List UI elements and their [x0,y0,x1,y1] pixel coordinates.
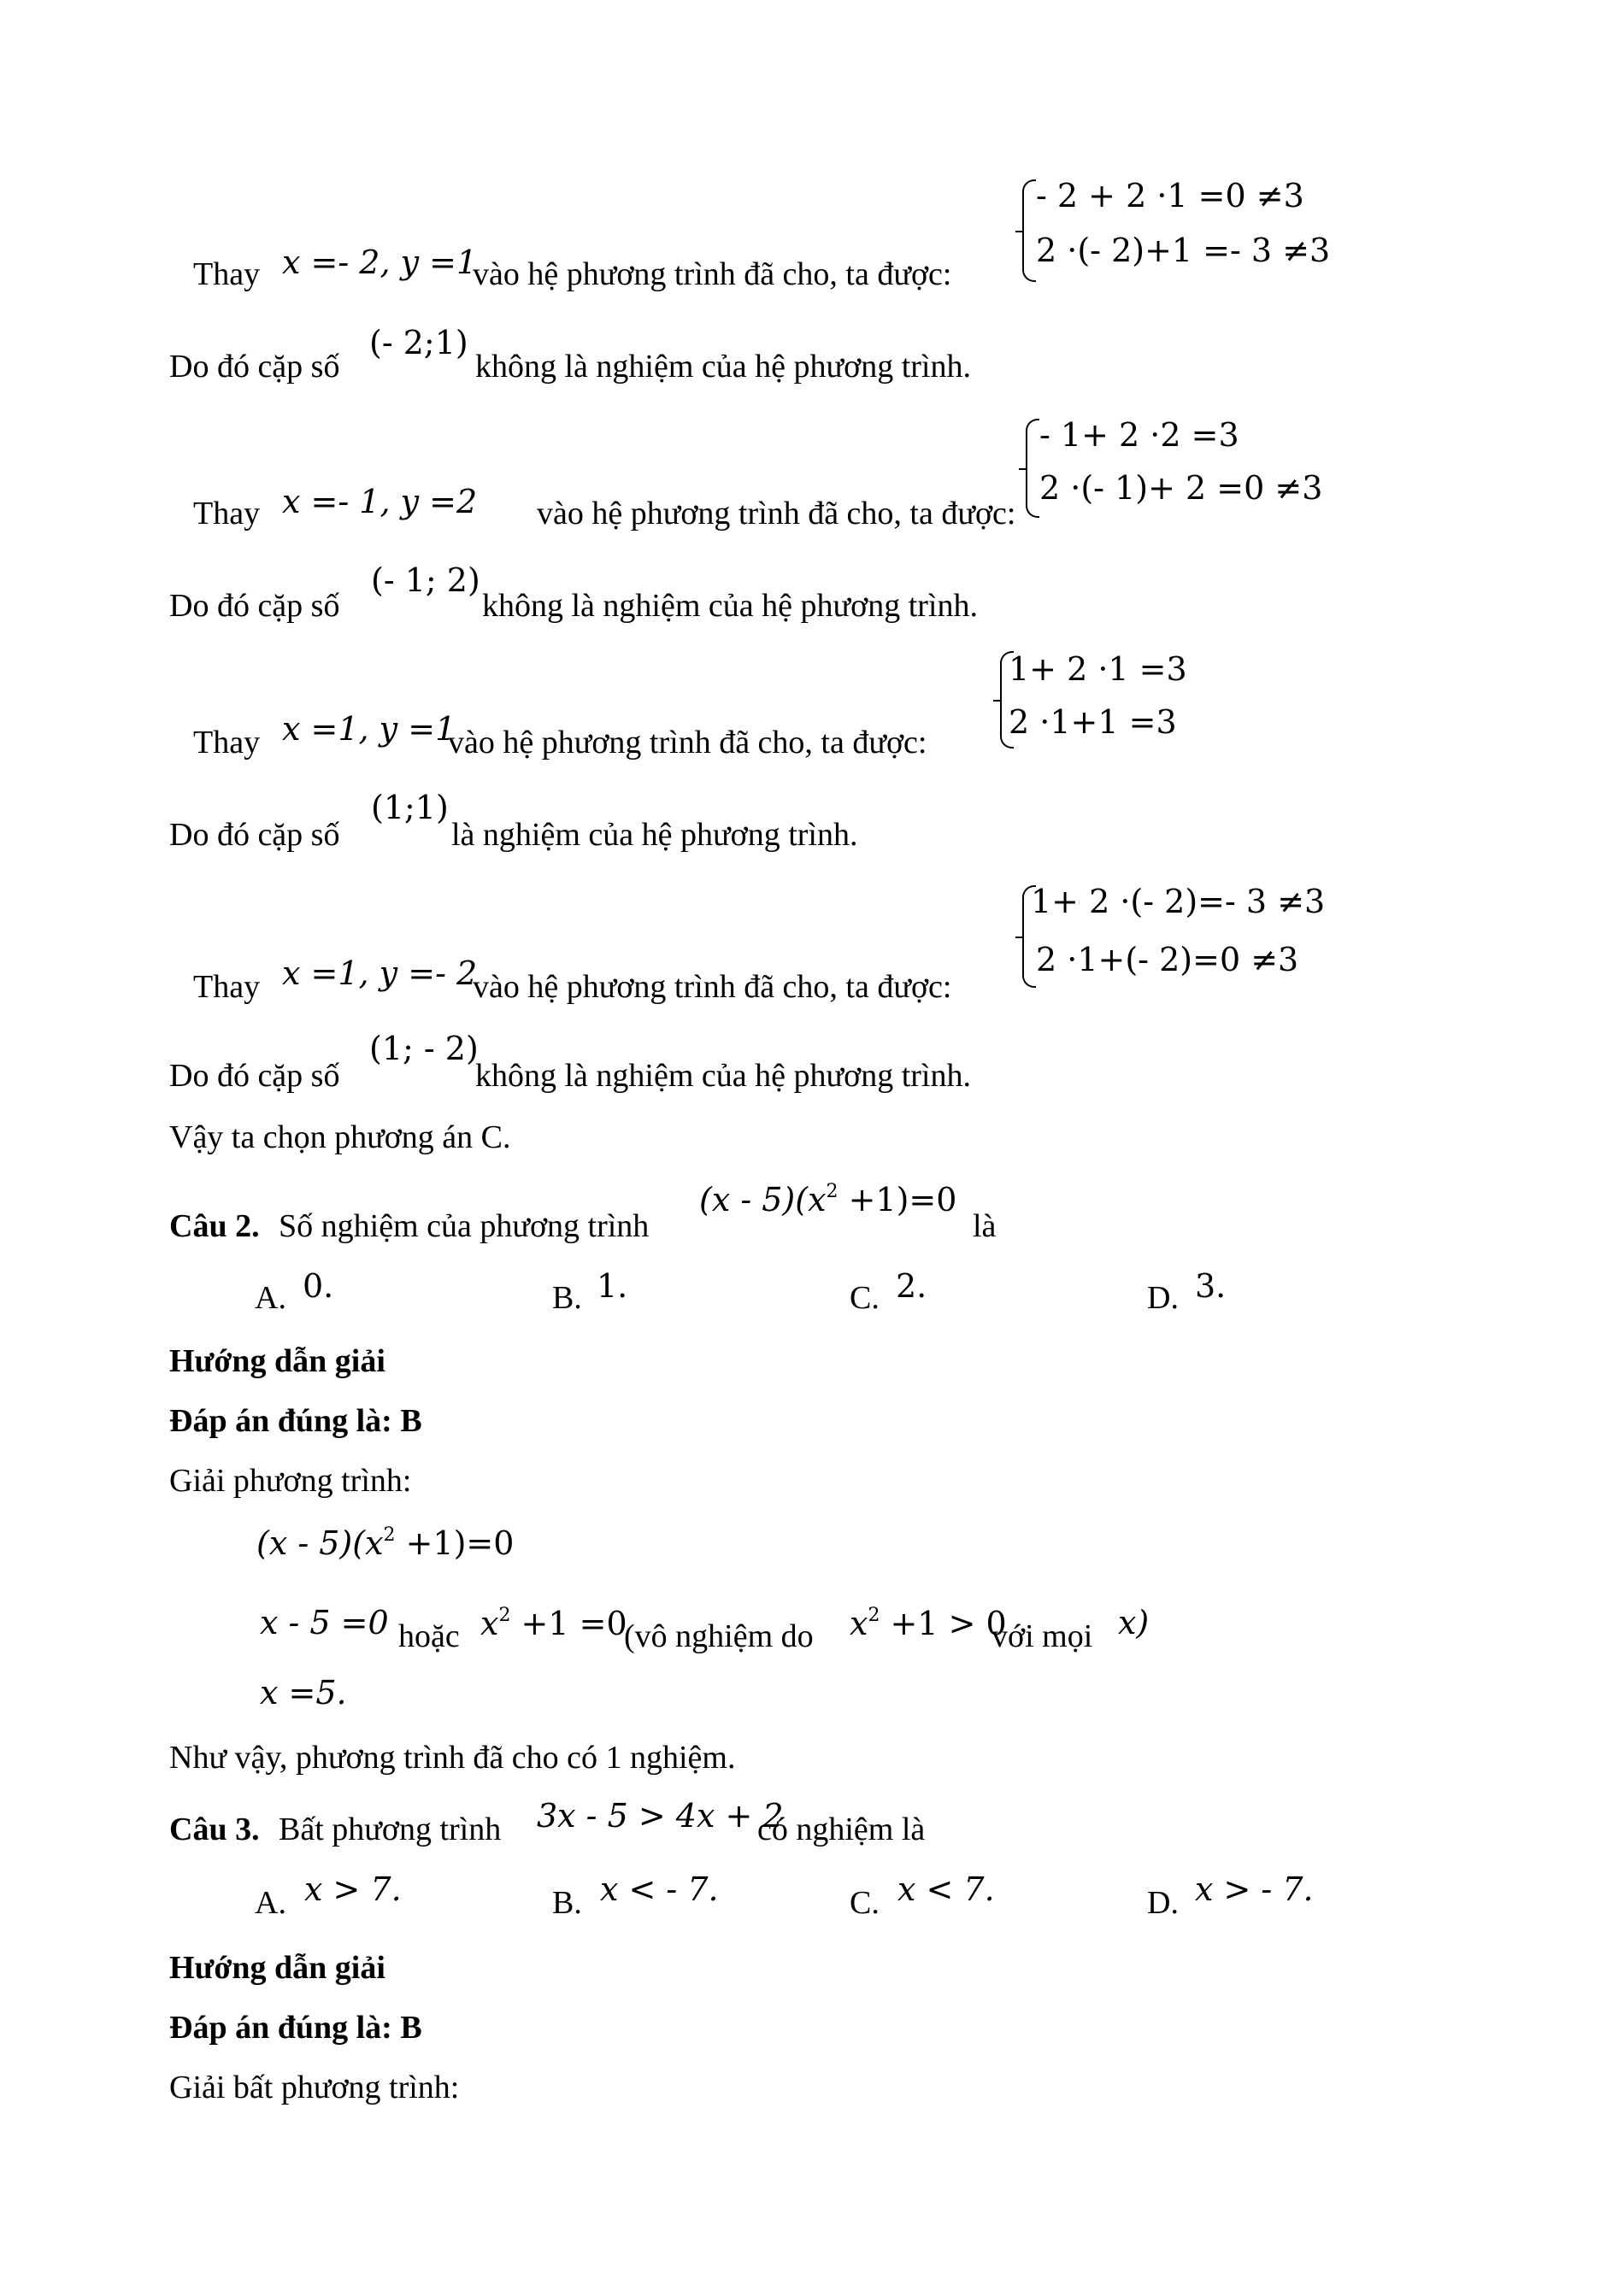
q2-step-2-mid: $x^2 +1 =0$ [480,1605,627,1642]
q3-option-d-value: x > - 7. [1195,1870,1314,1908]
q3-answer: Đáp án đúng là: B [169,2010,422,2046]
q2-step-2-left: x - 5 =0 [260,1604,389,1641]
system-brace [1026,419,1039,518]
system-eq-2: 2 ·1+(- 2)=0 ≠3 [1036,941,1299,978]
values: x =1, y =- 2 [282,954,478,992]
q3-option-c-value: x < 7. [897,1870,995,1908]
q2-step-2-ineq: $x^2 +1 > 0$ [850,1605,1007,1642]
pair: (1; - 2) [369,1030,479,1067]
q2-step-2-x: x) [1118,1604,1150,1641]
q2-step-2-paren: (vô nghiệm do [624,1618,814,1654]
sentence: vào hệ phương trình đã cho, ta được: [537,496,1016,531]
q2-option-b-value: 1. [597,1267,628,1305]
pair: (1;1) [371,789,449,826]
q3-option-c-letter: C. [850,1885,880,1921]
conclusion-post: không là nghiệm của hệ phương trình. [475,349,971,385]
system-brace [1022,179,1036,282]
system-eq-2: 2 ·1+1 =3 [1009,703,1177,741]
q2-step-2-hoac: hoặc [398,1618,460,1654]
q3-guide-heading: Hướng dẫn giải [169,1950,385,1986]
q2-text-after: là [973,1208,997,1244]
q3-option-a-letter: A. [255,1885,286,1921]
q3-option-b-letter: B. [552,1885,582,1921]
values: x =- 1, y =2 [282,483,478,520]
conclusion-pre: Do đó cặp số [169,588,340,624]
q1-conclusion: Vậy ta chọn phương án C. [169,1119,511,1155]
pair: (- 2;1) [369,324,468,361]
q2-option-a-letter: A. [255,1280,286,1316]
q3-option-d-letter: D. [1147,1885,1179,1921]
conclusion-post: là nghiệm của hệ phương trình. [451,817,858,853]
q2-step-3: x =5. [260,1674,347,1712]
q2-step-2-voimoi: với mọi [991,1618,1093,1654]
q3-text-after: có nghiệm là [757,1812,926,1847]
q2-answer: Đáp án đúng là: B [169,1403,422,1439]
conclusion-post: không là nghiệm của hệ phương trình. [475,1058,971,1094]
q3-option-b-value: x < - 7. [600,1870,719,1908]
q2-option-a-value: 0. [303,1267,334,1305]
q2-option-d-letter: D. [1147,1280,1179,1316]
thay-label: Thay [193,969,261,1005]
q2-label: Câu 2. [169,1208,260,1244]
conclusion-pre: Do đó cặp số [169,349,340,385]
q2-option-d-value: 3. [1195,1267,1227,1305]
q3-option-a-value: x > 7. [304,1870,402,1908]
q2-guide-heading: Hướng dẫn giải [169,1343,385,1379]
q2-option-b-letter: B. [552,1280,582,1316]
conclusion-pre: Do đó cặp số [169,1058,340,1094]
q2-option-c-letter: C. [850,1280,880,1316]
pair: (- 1; 2) [371,561,480,599]
system-eq-1: - 2 + 2 ·1 =0 ≠3 [1036,177,1304,214]
system-eq-1: - 1+ 2 ·2 =3 [1039,416,1239,454]
system-eq-2: 2 ·(- 1)+ 2 =0 ≠3 [1039,469,1323,507]
q2-step-1: $(x - 5)(x^2 +1)=0$ [256,1524,515,1562]
values: x =- 2, y =1 [282,244,478,281]
q2-solve-label: Giải phương trình: [169,1463,412,1499]
q3-label: Câu 3. [169,1812,260,1847]
conclusion-post: không là nghiệm của hệ phương trình. [482,588,978,624]
q3-solve-label: Giải bất phương trình: [169,2070,460,2105]
system-eq-1: 1+ 2 ·(- 2)=- 3 ≠3 [1031,883,1326,920]
sentence: vào hệ phương trình đã cho, ta được: [473,256,952,292]
sentence: vào hệ phương trình đã cho, ta được: [473,969,952,1005]
q2-option-c-value: 2. [896,1267,927,1305]
q2-equation: $(x - 5)(x^2 +1)=0$ [699,1181,957,1218]
thay-label: Thay [193,496,261,531]
sentence: vào hệ phương trình đã cho, ta được: [448,725,927,760]
q3-text: Bất phương trình [279,1812,502,1847]
q2-conclusion: Như vậy, phương trình đã cho có 1 nghiệm. [169,1740,736,1776]
thay-label: Thay [193,256,261,292]
values: x =1, y =1 [282,710,456,748]
thay-label: Thay [193,725,261,760]
q2-text: Số nghiệm của phương trình [279,1208,650,1244]
system-eq-1: 1+ 2 ·1 =3 [1009,650,1187,688]
q3-inequality: 3x - 5 > 4x + 2 [537,1797,784,1835]
conclusion-pre: Do đó cặp số [169,817,340,853]
system-eq-2: 2 ·(- 2)+1 =- 3 ≠3 [1036,232,1331,269]
